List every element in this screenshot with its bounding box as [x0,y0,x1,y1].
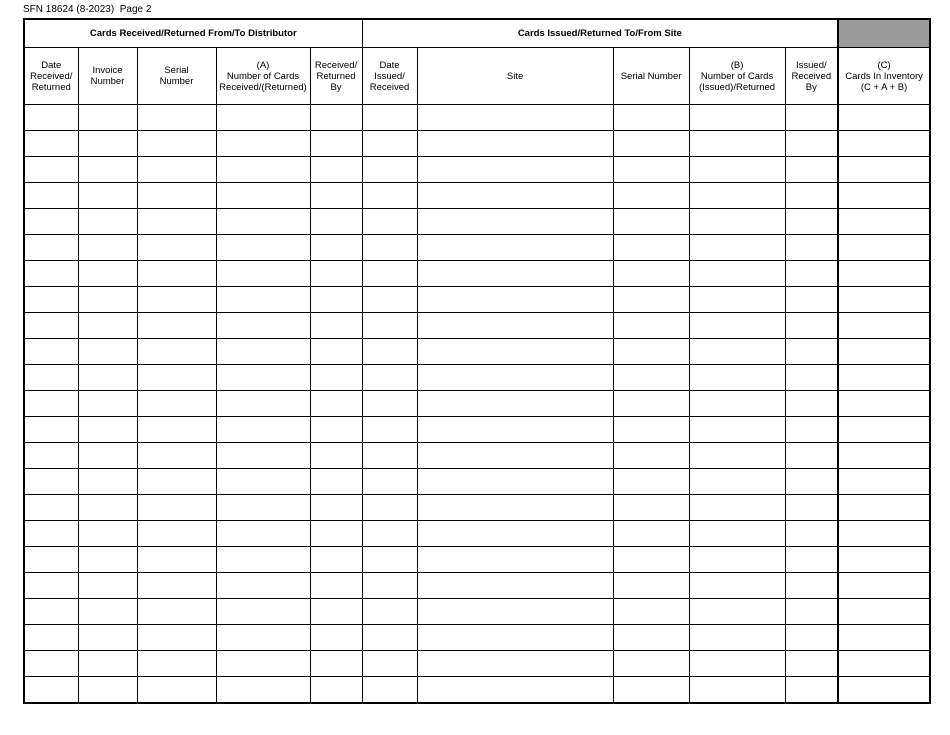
cell-received-by[interactable] [310,677,362,704]
group-header-row [24,19,930,48]
cell-invoice-number[interactable] [78,391,137,417]
cell-cards-received-a[interactable] [216,365,310,391]
cell-invoice-number[interactable] [78,339,137,365]
cell-date-received[interactable] [24,599,78,625]
cell-cards-received-a[interactable] [216,313,310,339]
cell-invoice-number[interactable] [78,495,137,521]
table-row [24,183,930,209]
cell-serial-number-a[interactable] [137,599,216,625]
cell-date-issued[interactable] [362,105,417,131]
cell-site[interactable] [417,209,613,235]
cell-site[interactable] [417,547,613,573]
cell-date-received[interactable] [24,313,78,339]
cell-cards-issued-b[interactable] [689,183,785,209]
cell-site[interactable] [417,651,613,677]
cell-serial-number-b[interactable] [613,625,689,651]
table-row [24,261,930,287]
cell-cards-inventory-c[interactable] [838,443,930,469]
cell-serial-number-b[interactable] [613,547,689,573]
cell-received-by[interactable] [310,261,362,287]
cell-cards-issued-b[interactable] [689,651,785,677]
cell-serial-number-b[interactable] [613,105,689,131]
cell-cards-inventory-c[interactable] [838,469,930,495]
cell-date-received[interactable] [24,651,78,677]
cell-date-issued[interactable] [362,209,417,235]
cell-received-by[interactable] [310,547,362,573]
cell-date-issued[interactable] [362,677,417,704]
table-row [24,521,930,547]
cell-site[interactable] [417,339,613,365]
cell-date-received[interactable] [24,183,78,209]
cell-cards-inventory-c[interactable] [838,417,930,443]
cell-cards-received-a[interactable] [216,521,310,547]
cell-issued-by[interactable] [785,131,838,157]
cell-cards-received-a[interactable] [216,261,310,287]
cell-serial-number-a[interactable] [137,417,216,443]
cell-site[interactable] [417,469,613,495]
table-row [24,547,930,573]
table-row [24,313,930,339]
cell-date-received[interactable] [24,573,78,599]
cell-cards-received-a[interactable] [216,105,310,131]
cell-serial-number-a[interactable] [137,469,216,495]
cell-cards-received-a[interactable] [216,677,310,704]
cell-serial-number-b[interactable] [613,599,689,625]
cell-date-received[interactable] [24,339,78,365]
cell-invoice-number[interactable] [78,443,137,469]
cell-issued-by[interactable] [785,339,838,365]
cell-issued-by[interactable] [785,313,838,339]
cell-date-issued[interactable] [362,573,417,599]
col-header-site: Site [417,48,613,105]
cell-cards-inventory-c[interactable] [838,365,930,391]
cell-issued-by[interactable] [785,677,838,704]
cell-invoice-number[interactable] [78,261,137,287]
cell-date-received[interactable] [24,235,78,261]
cell-issued-by[interactable] [785,105,838,131]
table-row [24,443,930,469]
cell-site[interactable] [417,365,613,391]
cell-issued-by[interactable] [785,417,838,443]
cell-serial-number-a[interactable] [137,261,216,287]
cell-issued-by[interactable] [785,183,838,209]
cell-received-by[interactable] [310,521,362,547]
cell-issued-by[interactable] [785,469,838,495]
col-header-serial-number-a: Serial Number [137,48,216,105]
table-row [24,573,930,599]
cell-site[interactable] [417,443,613,469]
cell-issued-by[interactable] [785,261,838,287]
table-row [24,417,930,443]
cell-received-by[interactable] [310,131,362,157]
cell-received-by[interactable] [310,599,362,625]
cell-date-issued[interactable] [362,495,417,521]
cell-serial-number-a[interactable] [137,677,216,704]
cell-received-by[interactable] [310,287,362,313]
cell-date-received[interactable] [24,261,78,287]
cell-site[interactable] [417,261,613,287]
cell-received-by[interactable] [310,495,362,521]
cell-cards-received-a[interactable] [216,391,310,417]
cell-issued-by[interactable] [785,573,838,599]
cell-date-issued[interactable] [362,391,417,417]
cell-cards-received-a[interactable] [216,547,310,573]
cell-site[interactable] [417,131,613,157]
cell-cards-inventory-c[interactable] [838,261,930,287]
cell-site[interactable] [417,235,613,261]
cell-site[interactable] [417,417,613,443]
cell-issued-by[interactable] [785,157,838,183]
cell-site[interactable] [417,599,613,625]
cell-cards-issued-b[interactable] [689,547,785,573]
group-header-site: Cards Issued/Returned To/From Site [362,19,838,48]
table-row [24,391,930,417]
cell-cards-issued-b[interactable] [689,417,785,443]
col-header-serial-number-b: Serial Number [613,48,689,105]
cell-cards-issued-b[interactable] [689,105,785,131]
cell-cards-received-a[interactable] [216,209,310,235]
cell-cards-issued-b[interactable] [689,573,785,599]
cell-cards-issued-b[interactable] [689,131,785,157]
cell-date-received[interactable] [24,131,78,157]
cell-received-by[interactable] [310,235,362,261]
col-header-invoice-number: Invoice Number [78,48,137,105]
cell-serial-number-b[interactable] [613,417,689,443]
table-row [24,495,930,521]
cell-serial-number-b[interactable] [613,443,689,469]
cell-cards-issued-b[interactable] [689,625,785,651]
cell-cards-inventory-c[interactable] [838,183,930,209]
cell-date-issued[interactable] [362,417,417,443]
cell-received-by[interactable] [310,365,362,391]
cell-issued-by[interactable] [785,235,838,261]
cell-invoice-number[interactable] [78,417,137,443]
cell-date-received[interactable] [24,105,78,131]
cell-cards-received-a[interactable] [216,417,310,443]
cell-site[interactable] [417,677,613,704]
cell-serial-number-a[interactable] [137,105,216,131]
cell-site[interactable] [417,391,613,417]
cell-site[interactable] [417,573,613,599]
cell-date-received[interactable] [24,547,78,573]
cell-cards-issued-b[interactable] [689,443,785,469]
cell-invoice-number[interactable] [78,105,137,131]
cell-serial-number-b[interactable] [613,573,689,599]
cell-issued-by[interactable] [785,521,838,547]
cell-cards-inventory-c[interactable] [838,209,930,235]
cell-cards-issued-b[interactable] [689,677,785,704]
col-header-date-issued: Date Issued/ Received [362,48,417,105]
cell-invoice-number[interactable] [78,625,137,651]
cell-received-by[interactable] [310,469,362,495]
table-body [24,105,930,704]
cell-site[interactable] [417,287,613,313]
cell-date-received[interactable] [24,677,78,704]
cell-date-issued[interactable] [362,235,417,261]
cell-cards-issued-b[interactable] [689,157,785,183]
cell-date-issued[interactable] [362,157,417,183]
cell-invoice-number[interactable] [78,209,137,235]
cell-date-issued[interactable] [362,443,417,469]
cell-cards-inventory-c[interactable] [838,391,930,417]
cell-serial-number-a[interactable] [137,573,216,599]
cell-cards-issued-b[interactable] [689,469,785,495]
cell-issued-by[interactable] [785,495,838,521]
cell-invoice-number[interactable] [78,469,137,495]
cell-serial-number-b[interactable] [613,521,689,547]
shaded-header-cell [838,19,930,48]
cell-cards-issued-b[interactable] [689,339,785,365]
cell-issued-by[interactable] [785,209,838,235]
cell-serial-number-b[interactable] [613,261,689,287]
cell-serial-number-a[interactable] [137,391,216,417]
cell-cards-inventory-c[interactable] [838,599,930,625]
cell-serial-number-a[interactable] [137,651,216,677]
cell-serial-number-b[interactable] [613,287,689,313]
cell-serial-number-a[interactable] [137,443,216,469]
cell-invoice-number[interactable] [78,547,137,573]
cell-cards-inventory-c[interactable] [838,625,930,651]
cell-site[interactable] [417,625,613,651]
cell-cards-issued-b[interactable] [689,599,785,625]
cell-site[interactable] [417,313,613,339]
cell-serial-number-a[interactable] [137,209,216,235]
cell-serial-number-b[interactable] [613,391,689,417]
cell-serial-number-a[interactable] [137,495,216,521]
cell-date-issued[interactable] [362,521,417,547]
table-row [24,235,930,261]
table-row [24,209,930,235]
cell-cards-inventory-c[interactable] [838,339,930,365]
cell-serial-number-b[interactable] [613,157,689,183]
cell-invoice-number[interactable] [78,183,137,209]
cell-serial-number-a[interactable] [137,547,216,573]
cell-cards-inventory-c[interactable] [838,313,930,339]
cell-issued-by[interactable] [785,365,838,391]
cell-date-issued[interactable] [362,625,417,651]
cell-issued-by[interactable] [785,625,838,651]
cell-invoice-number[interactable] [78,651,137,677]
cell-received-by[interactable] [310,443,362,469]
cell-cards-inventory-c[interactable] [838,287,930,313]
cell-date-issued[interactable] [362,183,417,209]
cell-serial-number-b[interactable] [613,495,689,521]
cell-invoice-number[interactable] [78,313,137,339]
cell-cards-received-a[interactable] [216,599,310,625]
cell-serial-number-b[interactable] [613,469,689,495]
cell-cards-received-a[interactable] [216,495,310,521]
cell-received-by[interactable] [310,157,362,183]
cell-cards-received-a[interactable] [216,183,310,209]
cell-date-received[interactable] [24,469,78,495]
cell-cards-inventory-c[interactable] [838,521,930,547]
cell-cards-inventory-c[interactable] [838,547,930,573]
cell-cards-issued-b[interactable] [689,521,785,547]
cell-issued-by[interactable] [785,391,838,417]
cell-cards-inventory-c[interactable] [838,157,930,183]
table-row [24,599,930,625]
cell-issued-by[interactable] [785,599,838,625]
cell-site[interactable] [417,521,613,547]
cell-invoice-number[interactable] [78,599,137,625]
cell-serial-number-b[interactable] [613,365,689,391]
cell-date-issued[interactable] [362,313,417,339]
cell-date-received[interactable] [24,521,78,547]
cell-invoice-number[interactable] [78,521,137,547]
cell-date-issued[interactable] [362,339,417,365]
cell-serial-number-b[interactable] [613,651,689,677]
cell-cards-issued-b[interactable] [689,235,785,261]
cell-date-received[interactable] [24,157,78,183]
cell-date-issued[interactable] [362,547,417,573]
cell-date-received[interactable] [24,625,78,651]
form-identifier: SFN 18624 (8-2023) Page 2 [23,4,152,15]
cell-date-received[interactable] [24,417,78,443]
group-header-distributor: Cards Received/Returned From/To Distributor [24,19,362,48]
cell-invoice-number[interactable] [78,235,137,261]
cell-cards-issued-b[interactable] [689,287,785,313]
cell-cards-received-a[interactable] [216,157,310,183]
cell-cards-received-a[interactable] [216,625,310,651]
cell-invoice-number[interactable] [78,131,137,157]
col-header-received-by: Received/ Returned By [310,48,362,105]
cell-cards-inventory-c[interactable] [838,677,930,704]
cell-invoice-number[interactable] [78,677,137,704]
cell-date-received[interactable] [24,391,78,417]
cell-date-issued[interactable] [362,599,417,625]
table-row [24,131,930,157]
cell-cards-inventory-c[interactable] [838,105,930,131]
cell-cards-issued-b[interactable] [689,209,785,235]
cell-cards-inventory-c[interactable] [838,131,930,157]
cell-received-by[interactable] [310,183,362,209]
cell-issued-by[interactable] [785,287,838,313]
cell-invoice-number[interactable] [78,365,137,391]
cell-invoice-number[interactable] [78,287,137,313]
table-row [24,677,930,704]
cell-cards-inventory-c[interactable] [838,573,930,599]
cell-date-received[interactable] [24,365,78,391]
col-header-issued-by: Issued/ Received By [785,48,838,105]
cell-invoice-number[interactable] [78,157,137,183]
cell-received-by[interactable] [310,391,362,417]
column-header-row [24,48,930,105]
cell-cards-received-a[interactable] [216,339,310,365]
cell-serial-number-b[interactable] [613,235,689,261]
cell-site[interactable] [417,157,613,183]
cell-cards-received-a[interactable] [216,443,310,469]
cell-serial-number-b[interactable] [613,339,689,365]
cell-serial-number-a[interactable] [137,521,216,547]
cell-issued-by[interactable] [785,547,838,573]
col-header-date-received: Date Received/ Returned [24,48,78,105]
table-row [24,339,930,365]
cell-cards-issued-b[interactable] [689,391,785,417]
cell-cards-issued-b[interactable] [689,261,785,287]
cell-date-received[interactable] [24,209,78,235]
table-row [24,105,930,131]
cell-cards-inventory-c[interactable] [838,235,930,261]
cell-cards-received-a[interactable] [216,469,310,495]
table-row [24,625,930,651]
cell-received-by[interactable] [310,313,362,339]
table-row [24,365,930,391]
cell-serial-number-a[interactable] [137,131,216,157]
cell-serial-number-b[interactable] [613,209,689,235]
cell-serial-number-a[interactable] [137,339,216,365]
cell-received-by[interactable] [310,651,362,677]
cell-serial-number-b[interactable] [613,131,689,157]
cell-received-by[interactable] [310,417,362,443]
cell-date-received[interactable] [24,443,78,469]
cell-received-by[interactable] [310,573,362,599]
table-row [24,157,930,183]
cell-date-received[interactable] [24,287,78,313]
cell-serial-number-b[interactable] [613,183,689,209]
table-row [24,651,930,677]
cell-received-by[interactable] [310,339,362,365]
cell-date-issued[interactable] [362,469,417,495]
cell-cards-issued-b[interactable] [689,495,785,521]
cell-serial-number-b[interactable] [613,313,689,339]
cell-date-issued[interactable] [362,261,417,287]
cell-serial-number-a[interactable] [137,287,216,313]
cell-date-received[interactable] [24,495,78,521]
cell-serial-number-a[interactable] [137,183,216,209]
cell-date-issued[interactable] [362,287,417,313]
cell-cards-received-a[interactable] [216,651,310,677]
table-row [24,469,930,495]
cell-date-issued[interactable] [362,651,417,677]
cell-cards-received-a[interactable] [216,131,310,157]
cell-date-issued[interactable] [362,131,417,157]
cell-serial-number-a[interactable] [137,365,216,391]
cell-invoice-number[interactable] [78,573,137,599]
col-header-cards-inventory-c: (C) Cards In Inventory (C + A + B) [838,48,930,105]
cell-serial-number-a[interactable] [137,157,216,183]
table-row [24,287,930,313]
cell-cards-received-a[interactable] [216,573,310,599]
cell-received-by[interactable] [310,209,362,235]
cell-received-by[interactable] [310,625,362,651]
col-header-cards-received-a: (A) Number of Cards Received/(Returned) [216,48,310,105]
cell-cards-inventory-c[interactable] [838,495,930,521]
cell-site[interactable] [417,495,613,521]
inventory-table [23,18,931,704]
cell-cards-issued-b[interactable] [689,313,785,339]
cell-serial-number-a[interactable] [137,313,216,339]
cell-serial-number-b[interactable] [613,677,689,704]
cell-received-by[interactable] [310,105,362,131]
cell-serial-number-a[interactable] [137,235,216,261]
cell-site[interactable] [417,105,613,131]
cell-site[interactable] [417,183,613,209]
cell-cards-issued-b[interactable] [689,365,785,391]
cell-date-issued[interactable] [362,365,417,391]
cell-cards-inventory-c[interactable] [838,651,930,677]
cell-cards-received-a[interactable] [216,287,310,313]
cell-cards-received-a[interactable] [216,235,310,261]
cell-issued-by[interactable] [785,443,838,469]
cell-issued-by[interactable] [785,651,838,677]
col-header-cards-issued-b: (B) Number of Cards (Issued)/Returned [689,48,785,105]
cell-serial-number-a[interactable] [137,625,216,651]
